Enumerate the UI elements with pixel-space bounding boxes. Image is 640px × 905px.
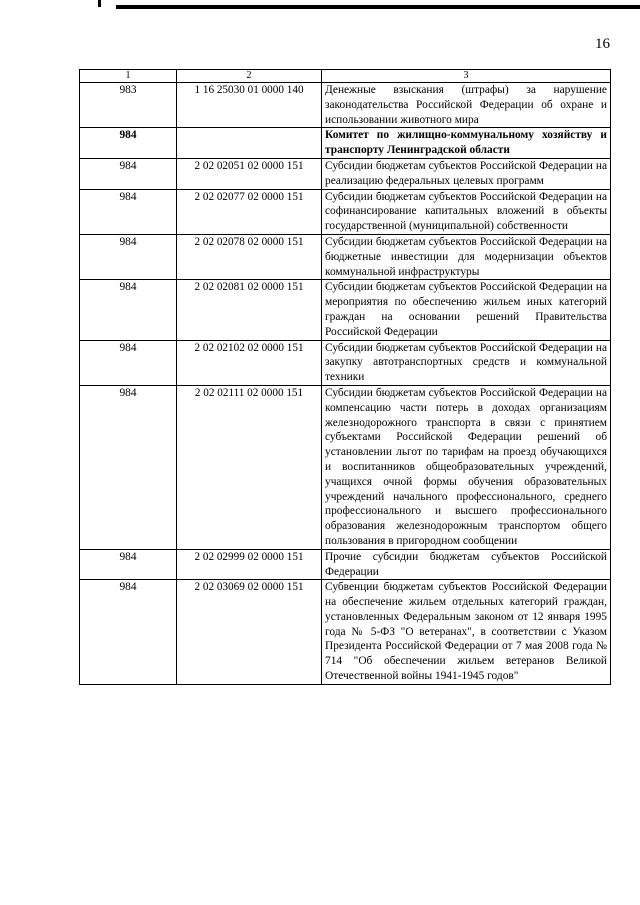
budget-revenue-table	[79, 69, 611, 685]
admin-code-cell: 984	[80, 385, 177, 549]
column-header-name: 3	[322, 70, 611, 83]
budget-code-cell: 2 02 02102 02 0000 151	[177, 340, 322, 385]
revenue-name-cell: Прочие субсидии бюджетам субъектов Российской Федерации	[322, 549, 611, 580]
budget-code-cell: 2 02 02081 02 0000 151	[177, 280, 322, 340]
revenue-name-cell: Субсидии бюджетам субъектов Российской Федерации на софинансирование капитальных вложений в объекты государственной (муниципальной) собственности	[322, 189, 611, 234]
admin-code-cell: 984	[80, 234, 177, 279]
budget-code-cell: 2 02 02078 02 0000 151	[177, 234, 322, 279]
table-header-row	[80, 70, 611, 83]
admin-code-cell: 984	[80, 128, 177, 159]
budget-code-cell: 2 02 02051 02 0000 151	[177, 158, 322, 189]
table-row	[80, 280, 611, 340]
admin-code-cell: 984	[80, 580, 177, 685]
revenue-name-cell: Комитет по жилищно-коммунальному хозяйству и транспорту Ленинградской области	[322, 128, 611, 159]
budget-code-cell	[177, 128, 322, 159]
table-row	[80, 234, 611, 279]
table-row	[80, 549, 611, 580]
admin-code-cell: 984	[80, 158, 177, 189]
budget-code-cell: 2 02 02999 02 0000 151	[177, 549, 322, 580]
admin-code-cell: 984	[80, 189, 177, 234]
table-row	[80, 158, 611, 189]
revenue-name-cell: Субсидии бюджетам субъектов Российской Федерации на компенсацию части потерь в доходах организациям железнодорожного транспорта в связи с принятием субъектами Российской Федерации решений об установлении льгот по тарифам на проезд обучающихся и воспитанников общеобразовательных учреждений, учащихся очной формы обучения образовательных учреждений начального профессионального, среднего профессионального и высшего профессионального образования железнодорожным транспортом общего пользования в пригородном сообщении	[322, 385, 611, 549]
table-row	[80, 128, 611, 159]
table-row	[80, 385, 611, 549]
revenue-name-cell: Субвенции бюджетам субъектов Российской Федерации на обеспечение жильем отдельных категорий граждан, установленных Федеральным законом от 12 января 1995 года № 5-ФЗ "О ветеранах", в соответствии с Указом Президента Российской Федерации от 7 мая 2008 года № 714 "Об обеспечении жильем ветеранов Великой Отечественной войны 1941-1945 годов"	[322, 580, 611, 685]
revenue-name-cell: Субсидии бюджетам субъектов Российской Федерации на закупку автотранспортных средств и коммунальной техники	[322, 340, 611, 385]
table-row	[80, 580, 611, 685]
column-header-admin: 1	[80, 70, 177, 83]
admin-code-cell: 984	[80, 340, 177, 385]
table-body	[80, 83, 611, 685]
admin-code-cell: 984	[80, 549, 177, 580]
scan-edge-line	[116, 5, 640, 9]
table-row	[80, 83, 611, 128]
scan-edge-mark	[98, 0, 101, 7]
revenue-name-cell: Субсидии бюджетам субъектов Российской Федерации на мероприятия по обеспечению жильем иных категорий граждан на основании решений Правительства Российской Федерации	[322, 280, 611, 340]
revenue-name-cell: Субсидии бюджетам субъектов Российской Федерации на реализацию федеральных целевых программ	[322, 158, 611, 189]
budget-code-cell: 1 16 25030 01 0000 140	[177, 83, 322, 128]
revenue-name-cell: Субсидии бюджетам субъектов Российской Федерации на бюджетные инвестиции для модернизации объектов коммунальной инфраструктуры	[322, 234, 611, 279]
table-row	[80, 340, 611, 385]
budget-code-cell: 2 02 03069 02 0000 151	[177, 580, 322, 685]
table-row	[80, 189, 611, 234]
admin-code-cell: 983	[80, 83, 177, 128]
budget-code-cell: 2 02 02111 02 0000 151	[177, 385, 322, 549]
budget-code-cell: 2 02 02077 02 0000 151	[177, 189, 322, 234]
revenue-name-cell: Денежные взыскания (штрафы) за нарушение законодательства Российской Федерации об охране и использовании животного мира	[322, 83, 611, 128]
admin-code-cell: 984	[80, 280, 177, 340]
column-header-code: 2	[177, 70, 322, 83]
page-number: 16	[595, 36, 610, 52]
